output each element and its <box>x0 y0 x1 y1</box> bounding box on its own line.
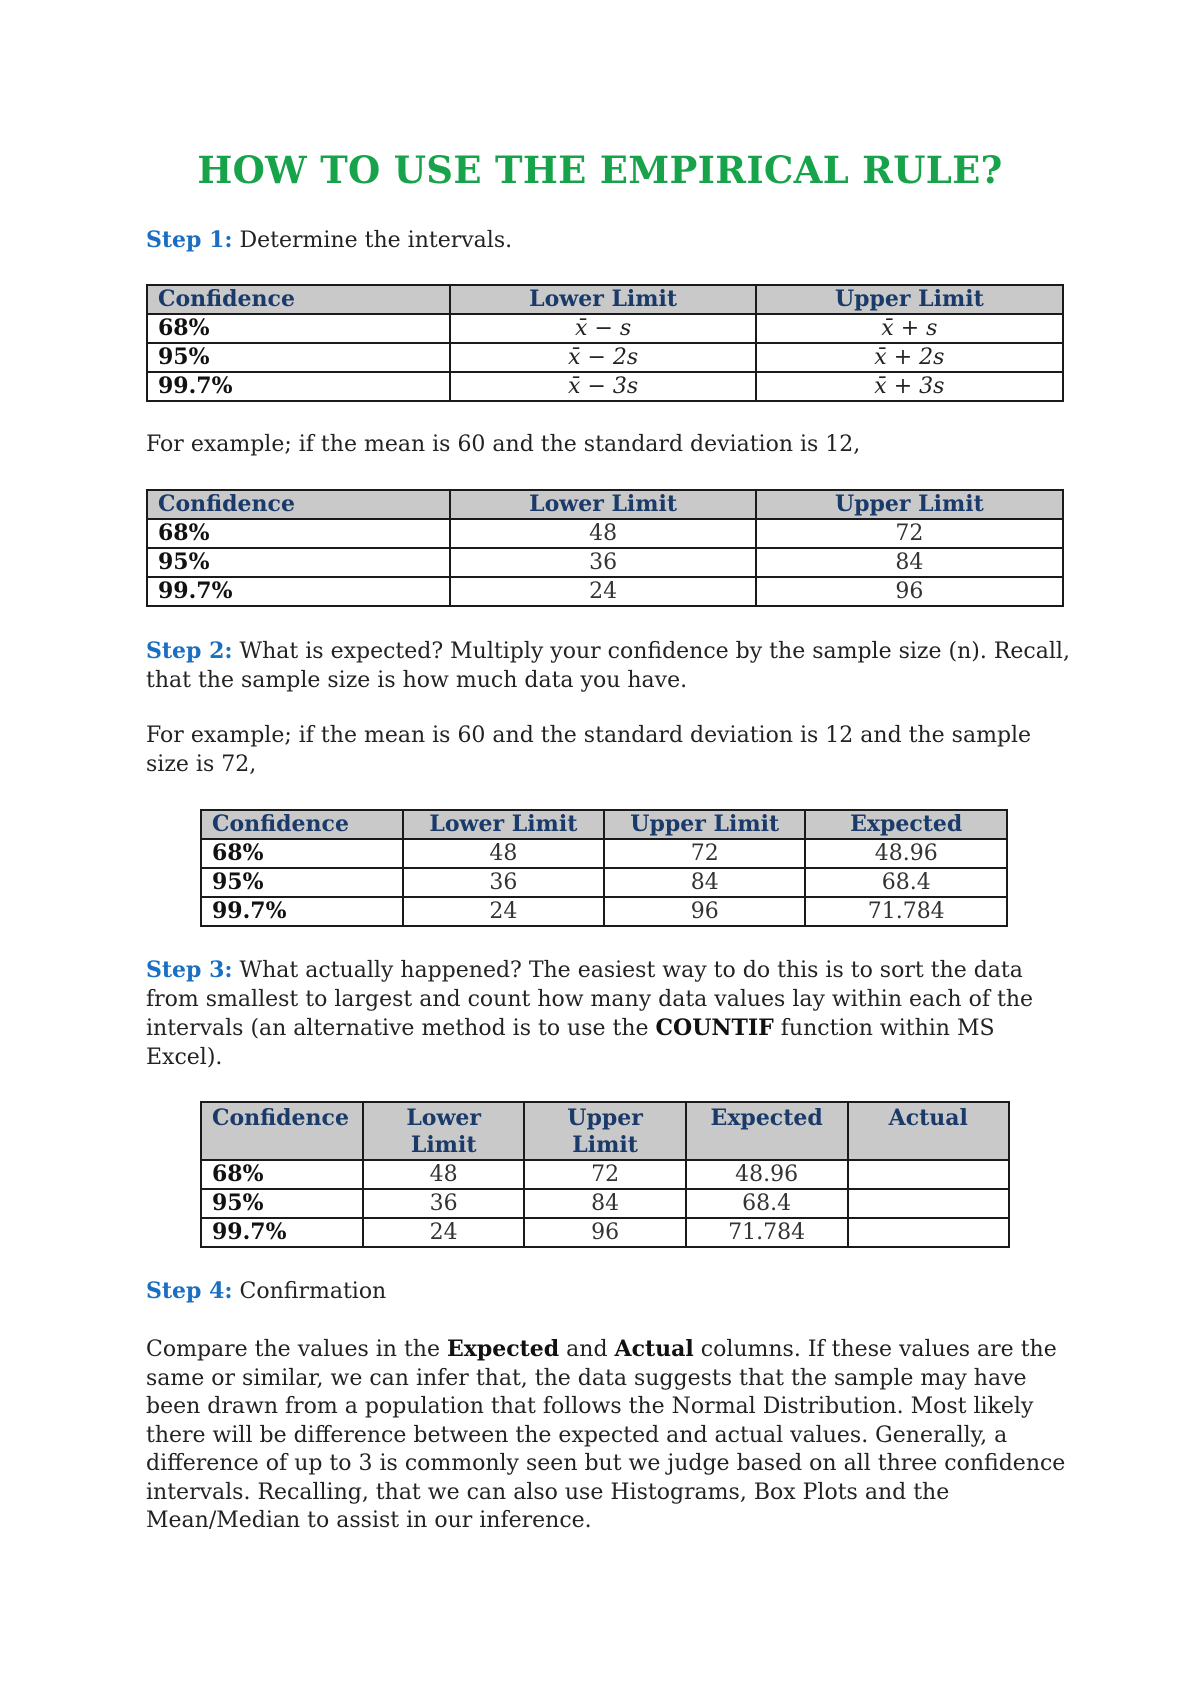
conclusion-text: columns. If these values are the same or similar, we can infer that, the data suggests that the sample may have been drawn from a population that follows the Normal Distribution. Most likely there will be difference between the expected and actual values. Generally, a difference of up to 3 is commonly seen but we judge based on all three confidence intervals. Recalling, that we can also use Histograms, Box Plots and the Mean/Median to assist in our inference. <box>146 1337 1066 1533</box>
table-row <box>201 868 1007 897</box>
table-row <box>147 343 1063 372</box>
cell-lower-limit: 36 <box>403 868 604 897</box>
cell-upper-limit: 84 <box>756 548 1063 577</box>
cell-upper-limit: 84 <box>604 868 805 897</box>
intervals-formula-table <box>146 284 1064 402</box>
table-row <box>201 1189 1009 1218</box>
cell-lower-formula: x̄ − 3s <box>450 372 755 401</box>
cell-upper-limit: 72 <box>604 839 805 868</box>
cell-confidence: 99.7% <box>201 897 403 926</box>
header-upper-limit: Upper Limit <box>756 490 1063 519</box>
table-header-row <box>147 285 1063 314</box>
cell-lower-formula: x̄ − 2s <box>450 343 755 372</box>
step3-label: Step 3: <box>146 957 233 983</box>
cell-confidence: 95% <box>201 1189 363 1218</box>
example1-paragraph: For example; if the mean is 60 and the standard deviation is 12, <box>146 432 861 457</box>
header-confidence: Confidence <box>147 285 450 314</box>
cell-upper-limit: 96 <box>756 577 1063 606</box>
cell-confidence: 99.7% <box>147 372 450 401</box>
cell-actual <box>848 1160 1009 1189</box>
cell-expected: 48.96 <box>805 839 1007 868</box>
step1-label: Step 1: <box>146 227 233 253</box>
header-expected: Expected <box>686 1102 848 1160</box>
cell-expected: 68.4 <box>686 1189 848 1218</box>
step2-text: What is expected? Multiply your confidence by the sample size (n). Recall, that the sample size is how much data you have. <box>146 639 1070 693</box>
actual-table <box>200 1101 1010 1248</box>
cell-confidence: 68% <box>201 839 403 868</box>
cell-upper-formula: x̄ + 2s <box>756 343 1063 372</box>
expected-keyword: Expected <box>446 1336 560 1362</box>
expected-table <box>200 809 1008 927</box>
page-title: HOW TO USE THE EMPIRICAL RULE? <box>197 148 1003 192</box>
cell-expected: 68.4 <box>805 868 1007 897</box>
header-expected: Expected <box>805 810 1007 839</box>
actual-keyword: Actual <box>614 1336 694 1362</box>
cell-lower-limit: 48 <box>363 1160 524 1189</box>
step3-paragraph <box>146 956 1076 1072</box>
header-confidence: Confidence <box>201 810 403 839</box>
step1-paragraph <box>146 226 1076 256</box>
table-row <box>201 897 1007 926</box>
table-row <box>201 1218 1009 1247</box>
header-lower-limit: Lower Limit <box>450 490 755 519</box>
cell-confidence: 68% <box>147 314 450 343</box>
cell-upper-formula: x̄ + 3s <box>756 372 1063 401</box>
step4-label: Step 4: <box>146 1278 233 1304</box>
header-actual: Actual <box>848 1102 1009 1160</box>
cell-upper-limit: 96 <box>524 1218 685 1247</box>
table-header-row <box>201 1102 1009 1160</box>
table-header-row <box>201 810 1007 839</box>
cell-lower-limit: 24 <box>363 1218 524 1247</box>
header-confidence: Confidence <box>201 1102 363 1160</box>
cell-upper-limit: 72 <box>524 1160 685 1189</box>
step1-text: Determine the intervals. <box>232 228 513 253</box>
header-confidence: Confidence <box>147 490 450 519</box>
cell-lower-limit: 24 <box>403 897 604 926</box>
cell-actual <box>848 1189 1009 1218</box>
cell-confidence: 95% <box>147 343 450 372</box>
cell-confidence: 68% <box>147 519 450 548</box>
cell-confidence: 68% <box>201 1160 363 1189</box>
cell-lower-limit: 36 <box>450 548 755 577</box>
conclusion-text: Compare the values in the <box>146 1337 447 1362</box>
intervals-example-table <box>146 489 1064 607</box>
cell-expected: 71.784 <box>686 1218 848 1247</box>
cell-upper-limit: 72 <box>756 519 1063 548</box>
step3-text: What actually happened? The easiest way to do this is to sort the data from smallest to largest and count how many data values lay within each of the intervals (an alternative method is to use the <box>146 958 1034 1041</box>
cell-lower-formula: x̄ − s <box>450 314 755 343</box>
table-row <box>147 577 1063 606</box>
conclusion-text: and <box>559 1337 615 1362</box>
header-upper-limit: Upper Limit <box>604 810 805 839</box>
table-row <box>147 548 1063 577</box>
cell-confidence: 95% <box>147 548 450 577</box>
cell-lower-limit: 48 <box>450 519 755 548</box>
header-lower-limit: Lower Limit <box>450 285 755 314</box>
cell-upper-formula: x̄ + s <box>756 314 1063 343</box>
countif-keyword: COUNTIF <box>655 1015 774 1041</box>
cell-confidence: 95% <box>201 868 403 897</box>
table-row <box>201 1160 1009 1189</box>
cell-upper-limit: 84 <box>524 1189 685 1218</box>
step4-paragraph <box>146 1277 1076 1307</box>
header-upper-limit: Upper Limit <box>756 285 1063 314</box>
header-lower-limit: Lower Limit <box>363 1102 524 1160</box>
cell-expected: 71.784 <box>805 897 1007 926</box>
cell-expected: 48.96 <box>686 1160 848 1189</box>
cell-lower-limit: 24 <box>450 577 755 606</box>
header-lower-limit: Lower Limit <box>403 810 604 839</box>
table-header-row <box>147 490 1063 519</box>
conclusion-paragraph <box>146 1335 1076 1536</box>
step3-text-end: function within MS Excel). <box>146 1016 995 1070</box>
step2-paragraph <box>146 637 1076 695</box>
table-row <box>201 839 1007 868</box>
step4-text: Confirmation <box>232 1279 387 1304</box>
example2-paragraph: For example; if the mean is 60 and the standard deviation is 12 and the sample size is 72, <box>146 723 1032 777</box>
table-row <box>147 314 1063 343</box>
table-row <box>147 519 1063 548</box>
table-row <box>147 372 1063 401</box>
cell-upper-limit: 96 <box>604 897 805 926</box>
cell-lower-limit: 48 <box>403 839 604 868</box>
cell-confidence: 99.7% <box>201 1218 363 1247</box>
cell-actual <box>848 1218 1009 1247</box>
cell-confidence: 99.7% <box>147 577 450 606</box>
cell-lower-limit: 36 <box>363 1189 524 1218</box>
header-upper-limit: Upper Limit <box>524 1102 685 1160</box>
step2-label: Step 2: <box>146 638 233 664</box>
